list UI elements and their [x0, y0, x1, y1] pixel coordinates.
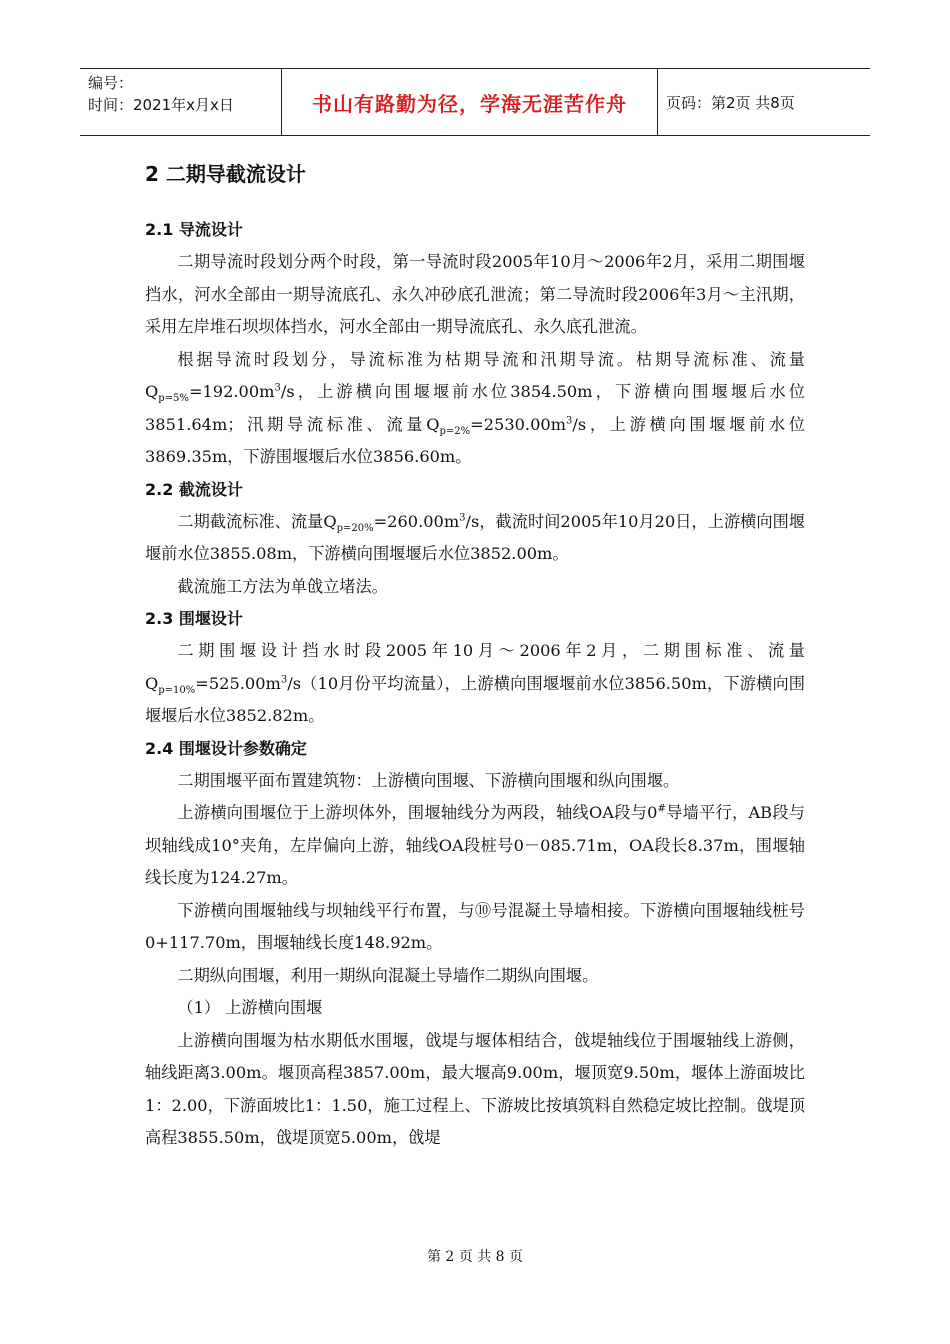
paragraph: 二期截流标准、流量$Q_{p=20\%}=260.00m^3/s$，截流时间2005年10月20日，上游横向围堰堰前水位3855.08m，下游横向围堰堰后水位3852.00m。 [145, 511, 805, 563]
date-label: 时间：2021年x月x日 [88, 96, 234, 114]
paragraph: 根据导流时段划分，导流标准为枯期导流和汛期导流。枯期导流标准、流量$Q_{p=5\%}=192.00m^3/s$，上游横向围堰堰前水位3854.50m，下游横向围堰堰后水位3851.64m；汛期导流标准、流量$Q_{p=2\%}=2530.00m^3/s$，上游横向围堰堰前水位3869.35m，下游围堰堰后水位3856.60m。 [145, 349, 806, 466]
paragraph: 截流施工方法为单戗立堵法。 [177, 576, 388, 596]
section-title: 2 二期导截流设计 [145, 162, 306, 186]
paragraph: 上游横向围堰位于上游坝体外，围堰轴线分为两段，轴线OA段与0#导墙平行，AB段与坝轴线成10°夹角，左岸偏向上游，轴线OA段桩号0－085.71m，OA段长8.37m，围堰轴线长度为124.27m。 [145, 803, 805, 887]
id-label: 编号： [88, 74, 134, 92]
header-motto: 书山有路勤为径，学海无涯苦作舟 [282, 69, 658, 135]
paragraph: 二期纵向围堰，利用一期纵向混凝土导墙作二期纵向围堰。 [177, 965, 599, 985]
list-item: （1） 上游横向围堰 [177, 998, 323, 1017]
document-body [145, 150, 805, 1155]
header-meta [80, 69, 282, 135]
heading-2-1: 2.1 导流设计 [145, 220, 243, 239]
heading-2-4: 2.4 围堰设计参数确定 [145, 738, 307, 758]
header-page-label: 页码：第2页 共8页 [666, 93, 795, 112]
paragraph: 二期围堰设计挡水时段2005年10月～2006年2月，二期围标准、流量$Q_{p=10\%}=525.00m^3/s(10$月份平均流量），上游横向围堰堰前水位3856.50m，下游横向围堰堰后水位3852.82m。 [145, 641, 805, 725]
paragraph: 二期导流时段划分两个时段，第一导流时段2005年10月～2006年2月，采用二期围堰挡水，河水全部由一期导流底孔、永久冲砂底孔泄流；第二导流时段2006年3月～主汛期，采用左岸堆石坝坝体挡水，河水全部由一期导流底孔、永久底孔泄流。 [145, 252, 805, 336]
paragraph: 二期围堰平面布置建筑物：上游横向围堰、下游横向围堰和纵向围堰。 [177, 770, 680, 790]
heading-2-3: 2.3 围堰设计 [145, 609, 243, 628]
page-header [80, 68, 870, 136]
heading-2-2: 2.2 截流设计 [145, 479, 243, 499]
paragraph: 下游横向围堰轴线与坝轴线平行布置，与⑩号混凝土导墙相接。下游横向围堰轴线桩号0+117.70m，围堰轴线长度148.92m。 [145, 900, 805, 952]
paragraph: 上游横向围堰为枯水期低水围堰，戗堤与堰体相结合，戗堤轴线位于围堰轴线上游侧，轴线距离3.00m。堰顶高程3857.00m，最大堰高9.00m，堰顶宽9.50m，堰体上游面坡比1：2.00，下游面坡比1：1.50，施工过程上、下游坡比按填筑料自然稳定坡比控制。戗堤顶高程3855.50m，戗堤顶宽5.00m，戗堤 [145, 1030, 805, 1147]
page-footer: 第 2 页 共 8 页 [426, 1249, 524, 1265]
